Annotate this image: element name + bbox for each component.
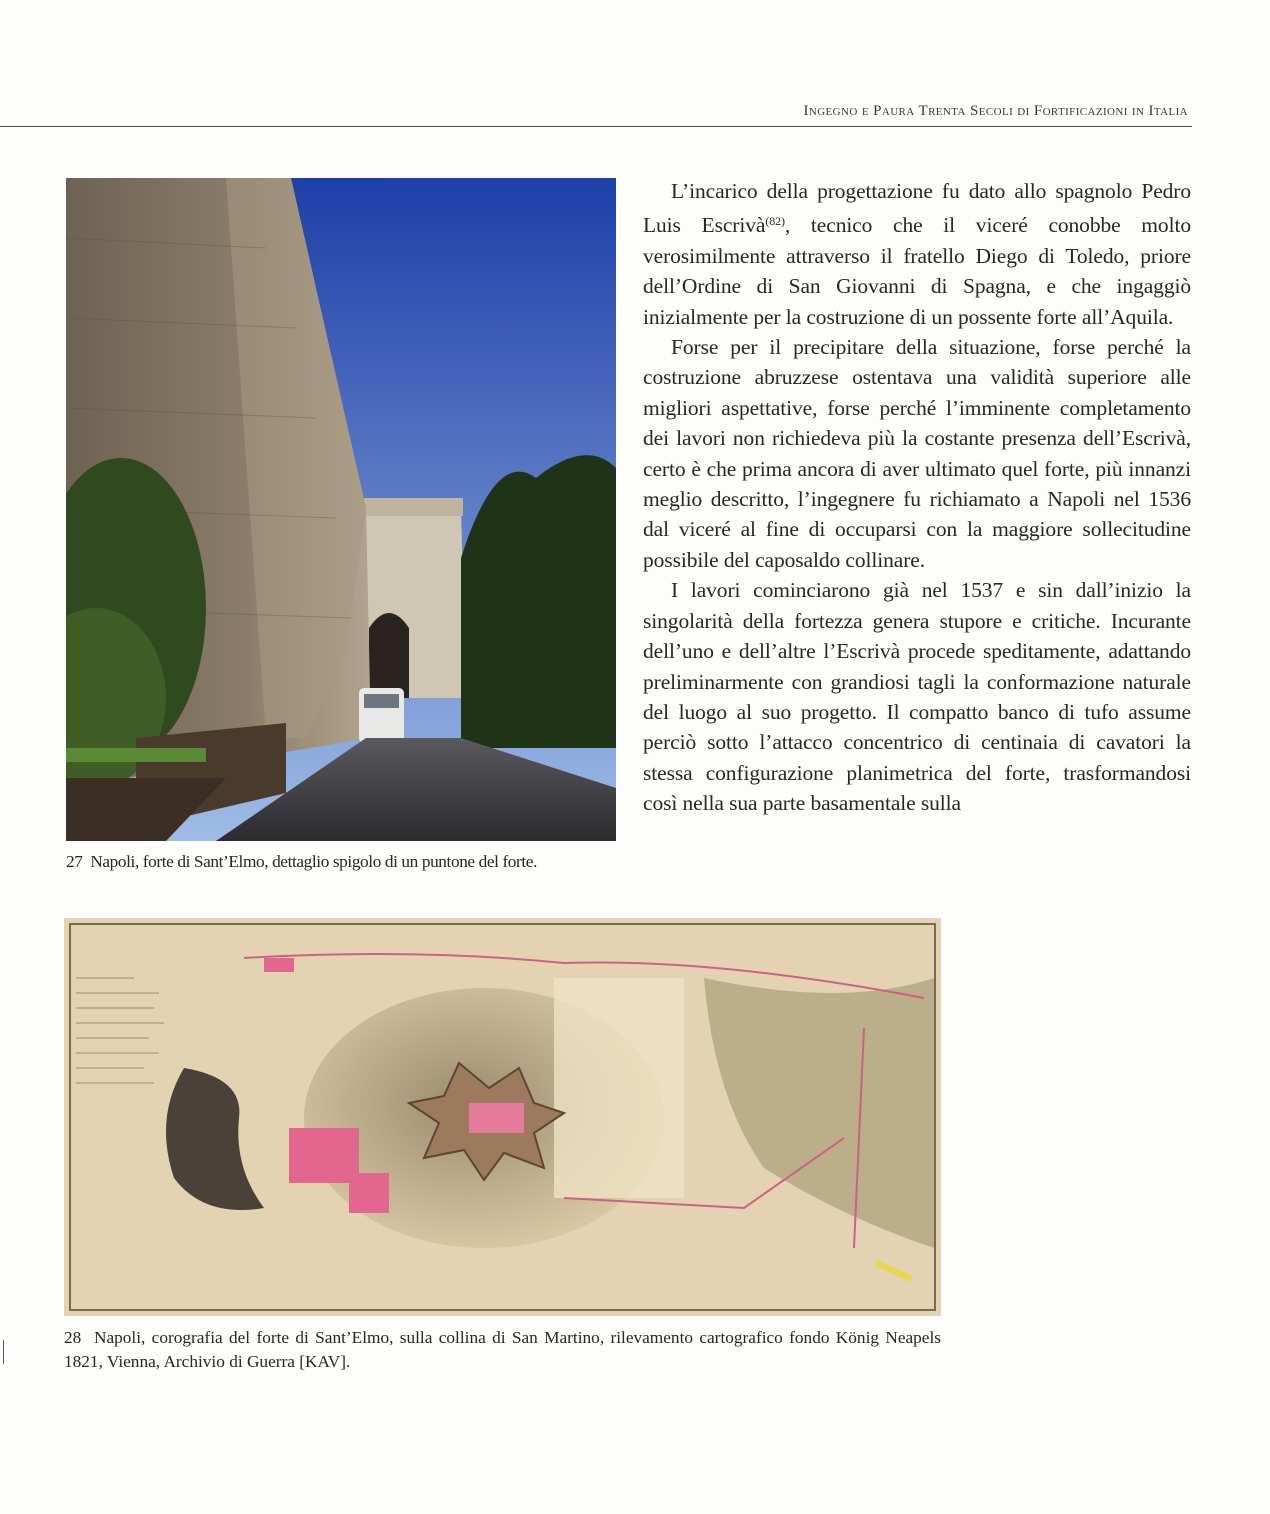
running-header: Ingegno e Paura Trenta Secoli di Fortificazioni in Italia xyxy=(803,103,1188,119)
figure-28-map xyxy=(64,918,941,1316)
paragraph-1 xyxy=(643,176,1191,332)
figure-27-number: 27 xyxy=(66,852,83,871)
footnote-reference: (82) xyxy=(765,214,785,229)
figure-28-number: 28 xyxy=(64,1328,82,1347)
paragraph-1-text-b: , tecnico che il viceré conobbe molto verosimilmente attraverso il fratello Diego di Toledo, priore dell’Ordine di San Giovanni di Spagna, e che ingaggiò inizialmente per la costruzione di un possente forte all’Aquila. xyxy=(643,213,1191,329)
figure-28-caption-text: Napoli, corografia del forte di Sant’Elmo, sulla collina di San Martino, rilevamento cartografico fondo König Neapels 1821, Vienna, Archivio di Guerra [KAV]. xyxy=(64,1328,942,1371)
paragraph-1-text-a: L’incarico della progettazione fu dato allo spagnolo Pedro Luis Escrivà xyxy=(643,179,1191,238)
figure-27-caption-text: Napoli, forte di Sant’Elmo, dettaglio spigolo di un puntone del forte. xyxy=(90,852,537,871)
paragraph-2: Forse per il precipitare della situazione, forse perché la costruzione abruzzese ostentava una validità superiore alle migliori aspettative, forse perché l’imminente completamento dei lavori non richiedeva più la costante presenza dell’Escrivà, certo è che prima ancora di aver ultimato quel forte, più innanzi meglio descritto, l’ingegnere fu richiamato a Napoli nel 1536 dal viceré al fine di occuparsi con la maggiore sollecitudine possibile del caposaldo collinare. xyxy=(643,335,1191,572)
paragraph-3: I lavori cominciarono già nel 1537 e sin dall’inizio la singolarità della fortezza genera stupore e critiche. Incurante dell’uno e dell’altre l’Escrivà procede speditamente, adattando preliminarmente con grandiosi tagli la conformazione naturale del luogo al suo progetto. Il compatto banco di tufo assume perciò sotto l’attacco concentrico di centinaia di cavatori la stessa configurazione planimetrica del forte, trasformandosi così nella sua parte basamentale sulla xyxy=(643,578,1191,816)
figure-27-caption xyxy=(66,851,626,873)
figure-27-photo xyxy=(66,178,616,841)
header-rule xyxy=(0,126,1192,127)
figure-28-caption xyxy=(64,1326,941,1374)
margin-mark xyxy=(3,1340,4,1364)
body-text xyxy=(643,176,1191,819)
